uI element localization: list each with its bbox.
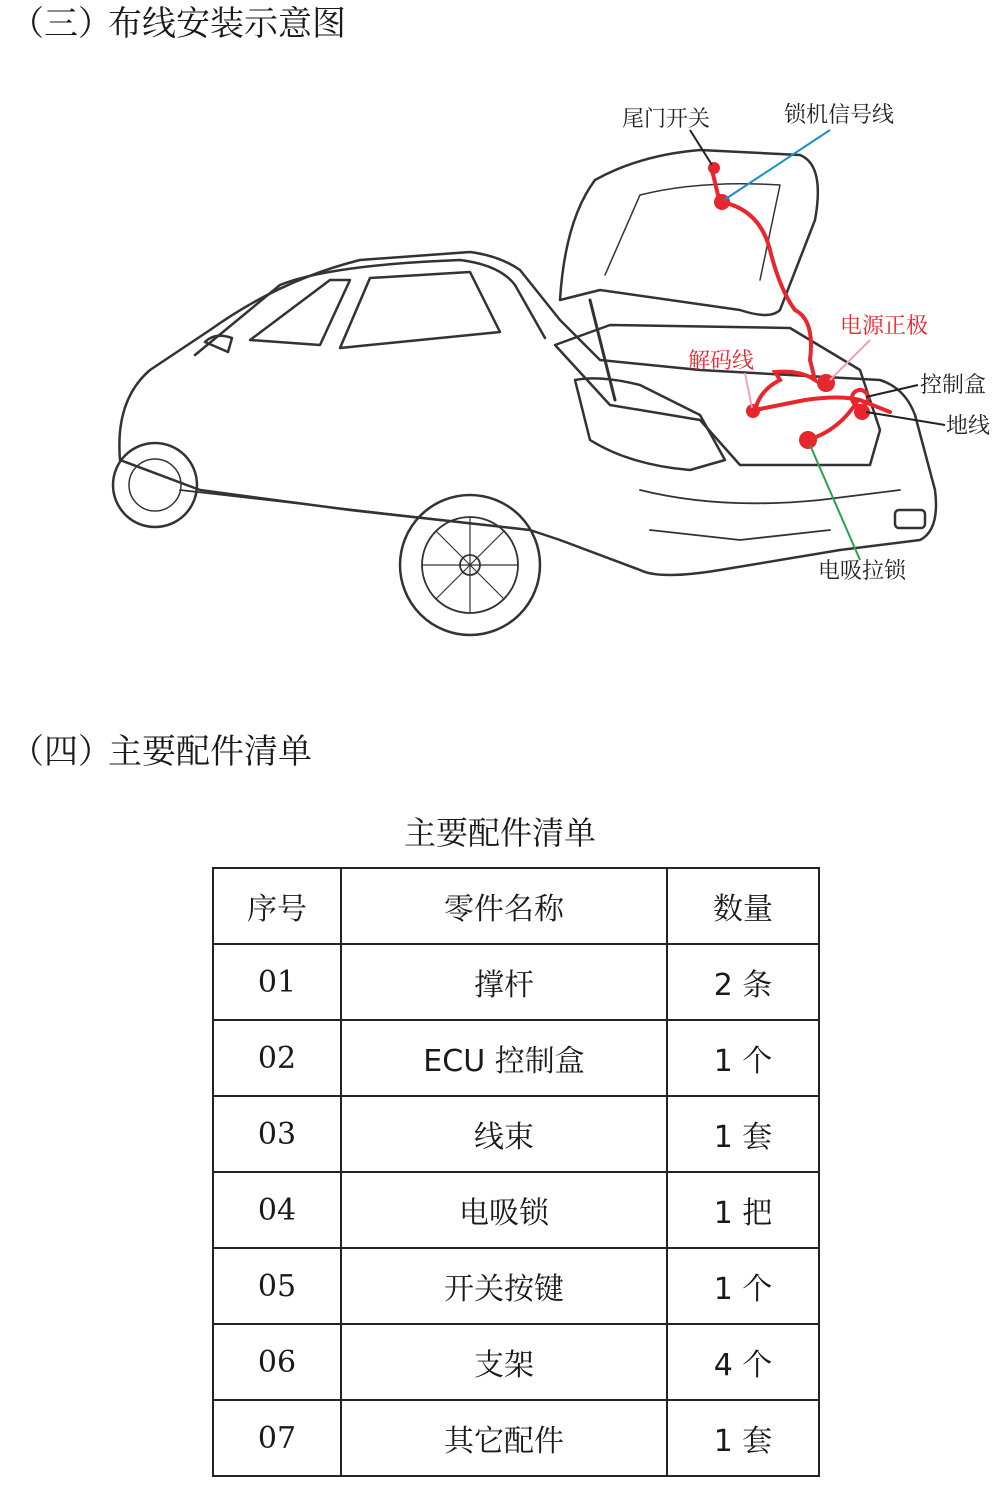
roof-line bbox=[195, 260, 545, 355]
table-row bbox=[213, 1400, 819, 1476]
row-quantity: 1 把 bbox=[667, 1172, 819, 1248]
row-part-name: 撑杆 bbox=[341, 944, 667, 1020]
bumper-lower bbox=[650, 530, 830, 540]
decode-point bbox=[746, 404, 760, 418]
label-power-positive: 电源正极 bbox=[840, 314, 929, 339]
wiring-harness bbox=[712, 170, 890, 440]
side-mirror bbox=[205, 336, 232, 352]
leader-lock-signal bbox=[724, 130, 830, 200]
tailgate bbox=[560, 150, 818, 315]
header-serial: 序号 bbox=[213, 868, 341, 944]
table-title: 主要配件清单 bbox=[403, 814, 596, 852]
table-row bbox=[213, 1096, 819, 1172]
exhaust-tip bbox=[895, 510, 925, 528]
section-title: 主要配件清单 bbox=[108, 732, 312, 772]
row-part-name: 线束 bbox=[341, 1096, 667, 1172]
table-row bbox=[213, 1020, 819, 1096]
row-part-name: 开关按键 bbox=[341, 1248, 667, 1324]
label-electric-suction-lock: 电吸拉锁 bbox=[818, 559, 907, 584]
lock-signal-point bbox=[714, 194, 730, 210]
row-quantity: 2 条 bbox=[667, 944, 819, 1020]
table-header-row bbox=[213, 868, 819, 944]
gas-strut bbox=[590, 300, 615, 400]
row-part-name: ECU 控制盒 bbox=[341, 1020, 667, 1096]
header-part-name: 零件名称 bbox=[341, 868, 667, 944]
row-serial: 05 bbox=[213, 1248, 341, 1324]
row-quantity: 1 套 bbox=[667, 1400, 819, 1476]
row-serial: 03 bbox=[213, 1096, 341, 1172]
row-quantity: 1 个 bbox=[667, 1020, 819, 1096]
leader-power bbox=[830, 340, 870, 380]
harness-path bbox=[712, 170, 890, 440]
section-number: （四） bbox=[10, 732, 112, 772]
label-tailgate-switch: 尾门开关 bbox=[622, 107, 711, 132]
table-row bbox=[213, 944, 819, 1020]
rear-side-window bbox=[250, 280, 350, 345]
label-control-box: 控制盒 bbox=[920, 373, 987, 398]
row-serial: 07 bbox=[213, 1400, 341, 1476]
section-heading-wiring bbox=[10, 4, 346, 44]
leader-suction-lock bbox=[810, 445, 860, 560]
row-part-name: 其它配件 bbox=[341, 1400, 667, 1476]
table-row bbox=[213, 1248, 819, 1324]
row-serial: 01 bbox=[213, 944, 341, 1020]
section-number: （三） bbox=[10, 4, 112, 44]
tailgate-inner bbox=[605, 184, 780, 280]
rear-quarter-window bbox=[340, 272, 500, 348]
header-quantity: 数量 bbox=[667, 868, 819, 944]
row-serial: 02 bbox=[213, 1020, 341, 1096]
leader-tailgate-switch bbox=[690, 130, 712, 165]
row-part-name: 电吸锁 bbox=[341, 1172, 667, 1248]
row-quantity: 1 套 bbox=[667, 1096, 819, 1172]
car-outline bbox=[113, 150, 936, 635]
section-title: 布线安装示意图 bbox=[108, 4, 346, 44]
table-row bbox=[213, 1324, 819, 1400]
label-lock-signal-wire: 锁机信号线 bbox=[784, 103, 895, 128]
wiring-diagram bbox=[0, 70, 1000, 670]
table-row bbox=[213, 1172, 819, 1248]
row-quantity: 4 个 bbox=[667, 1324, 819, 1400]
row-part-name: 支架 bbox=[341, 1324, 667, 1400]
row-serial: 06 bbox=[213, 1324, 341, 1400]
section-heading-parts bbox=[10, 732, 312, 772]
label-decode-wire: 解码线 bbox=[688, 349, 755, 374]
suction-lock-point bbox=[799, 431, 817, 449]
label-ground-wire: 地线 bbox=[946, 414, 991, 439]
row-quantity: 1 个 bbox=[667, 1248, 819, 1324]
tailgate-switch-point bbox=[708, 162, 720, 174]
bumper-line bbox=[640, 490, 900, 503]
leader-decode bbox=[745, 373, 752, 408]
row-serial: 04 bbox=[213, 1172, 341, 1248]
parts-table bbox=[212, 867, 820, 1477]
